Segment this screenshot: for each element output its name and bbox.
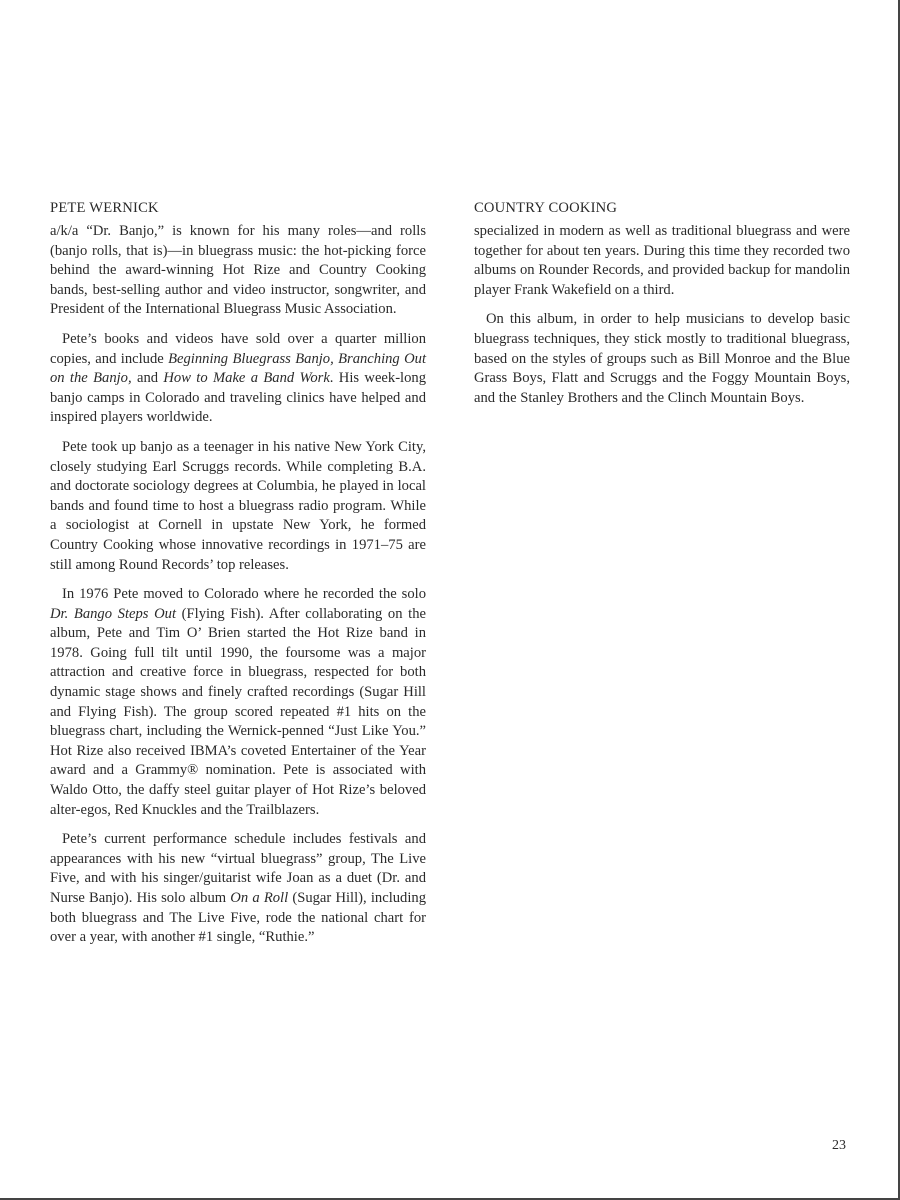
section-heading-pete-wernick: PETE WERNICK (50, 200, 159, 216)
body-text: specialized in modern as well as traditional bluegrass and were together for about ten years. During this time they recorded two albums on Rounder Records, and provided backup for mandolin player Frank Wakefield on a third. (474, 223, 850, 298)
body-text: and (131, 370, 164, 387)
right-column (474, 198, 850, 418)
left-column (50, 198, 426, 958)
body-text: In 1976 Pete moved to Colorado where he recorded the solo (62, 586, 426, 603)
section-heading-country-cooking: COUNTRY COOKING (474, 200, 618, 216)
italic-title-text: On a Roll (230, 890, 289, 906)
body-text: Pete took up banjo as a teenager in his native New York City, closely studying Earl Scruggs records. While completing B.A. and doctorate sociology degrees at Columbia, he played in local bands and found time to host a bluegrass radio program. While a sociologist at Cornell in upstate New York, he formed Country Cooking whose innovative recordings in 1971–75 are still among Round Records’ top releases. (50, 438, 426, 573)
paragraph (50, 438, 426, 575)
body-text: On this album, in order to help musicians to develop basic bluegrass techniques, they stick mostly to traditional bluegrass, based on the styles of groups such as Bill Monroe and the Blue Grass Boys, Flatt and Scruggs and the Foggy Mountain Boys, and the Stanley Brothers and the Clinch Mountain Boys. (474, 311, 850, 406)
body-text: Pete’s books and videos have sold over a quarter million copies, and include (50, 330, 426, 367)
body-text: a/k/a “Dr. Banjo,” is known for his many roles—and rolls (banjo rolls, that is)—in bluegrass music: the hot-picking force behind the award-winning Hot Rize and Country Cooking bands, best-selling author and video instructor, songwriter, and President of the International Bluegrass Music Association. (50, 223, 426, 318)
body-text: (Flying Fish). After collaborating on the album, Pete and Tim O’ Brien started the Hot Rize band in 1978. Going full tilt until 1990, the foursome was a major attraction and creative force in bluegrass, respected for both dynamic stage shows and finely crafted recordings (Sugar Hill and Flying Fish). The group scored repeated #1 hits on the bluegrass chart, including the Wernick-penned “Just Like You.” Hot Rize also received IBMA’s coveted Entertainer of the Year award and a Grammy® nomination. Pete is associated with Waldo Otto, the daffy steel guitar player of Hot Rize’s beloved alter-egos, Red Knuckles and the Trailblazers. (50, 605, 426, 818)
body-text: Pete’s current performance schedule includes festivals and appearances with his new “virtual bluegrass” group, The Live Five, and with his singer/guitarist wife Joan as a duet (Dr. and Nurse Banjo). His solo album (50, 831, 426, 906)
page-number: 23 (832, 1138, 846, 1153)
paragraph (50, 330, 426, 428)
paragraph (50, 585, 426, 820)
paragraph (474, 222, 850, 300)
paragraph (50, 830, 426, 948)
italic-title-text: How to Make a Band Work (163, 370, 330, 387)
italic-title-text: Beginning Bluegrass Banjo, Branching Out on the Banjo, (50, 350, 427, 387)
body-text: (Sugar Hill), including both bluegrass and The Live Five, rode the national chart for over a year, with another #1 single, “Ruthie.” (50, 890, 426, 946)
italic-title-text: Dr. Bango Steps Out (50, 605, 177, 622)
paragraph (474, 310, 850, 408)
paragraph (50, 222, 426, 320)
body-text: . His week-long banjo camps in Colorado and traveling clinics have helped and inspired players worldwide. (50, 370, 426, 426)
